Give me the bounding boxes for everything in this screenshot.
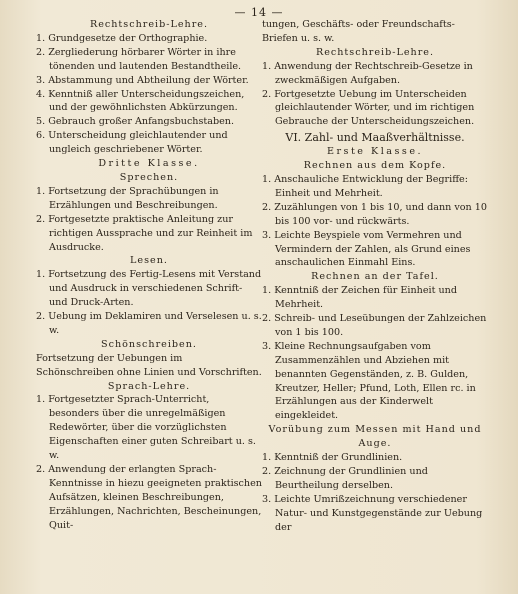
section-heading: Sprechen.: [119, 171, 179, 183]
section-heading: Rechnen an der Tafel.: [311, 271, 439, 283]
list-item: 3. Leichte Beyspiele vom Vermehren und Vermindern der Zahlen, als Grund eines anschaulichen Einmahl Eins.: [262, 229, 471, 269]
class-heading: Dritte Klasse.: [98, 158, 200, 170]
list-item: 1. Kenntniß der Zeichen für Einheit und Mehrheit.: [262, 285, 457, 311]
list-item: 2. Fortgesetzte praktische Anleitung zur richtigen Aussprache und zur Reinheit im Ausdrucke.: [36, 213, 253, 253]
list-item: 1. Kenntniß der Grundlinien.: [262, 452, 403, 464]
section-heading: Lesen.: [130, 255, 168, 267]
section-heading: Sprach-Lehre.: [107, 380, 191, 392]
class-heading: Erste Klasse.: [326, 146, 424, 158]
section-heading: Rechtschreib-Lehre.: [315, 46, 435, 58]
section-heading: Schönschreiben.: [101, 338, 197, 350]
paragraph: Fortsetzung der Uebungen im Schönschreiben ohne Linien und Vorschriften.: [36, 352, 262, 378]
list-item: 3. Abstammung und Abtheilung der Wörter.: [36, 74, 249, 86]
section-heading: Vorübung zum Messen mit Hand und Auge.: [268, 424, 482, 450]
list-item: 2. Zuzählungen von 1 bis 10, und dann von 10 bis 100 vor- und rückwärts.: [262, 201, 487, 227]
list-item: 2. Fortgesetzte Uebung im Unterscheiden gleichlautender Wörter, und im richtigen Gebrauche der Unterscheidungszeichen.: [262, 88, 475, 128]
list-item: 5. Gebrauch großer Anfangsbuchstaben.: [36, 116, 235, 128]
list-item: 1. Fortgesetzter Sprach-Unterricht, besonders über die unregelmäßigen Redewörter, über die vorzüglichsten Eigenschaften einer guten Schreibart u. s. w.: [36, 394, 256, 462]
section-heading: Rechtschreib-Lehre.: [89, 19, 209, 30]
right-column: [262, 18, 488, 535]
chapter-heading: VI. Zahl- und Maaßverhältnisse.: [285, 131, 465, 145]
list-item: 1. Fortsetzung des Fertig-Lesens mit Verstand und Ausdruck in verschiedenen Schrift- und Druck-Arten.: [36, 269, 262, 309]
list-item: 4. Kenntniß aller Unterscheidungszeichen, und der gewöhnlichsten Abkürzungen.: [36, 88, 245, 114]
list-item: 2. Zergliederung hörbarer Wörter in ihre tönenden und lautenden Bestandtheile.: [36, 46, 242, 72]
list-item: 3. Leichte Umrißzeichnung verschiedener Natur- und Kunstgegenstände zur Uebung der: [262, 493, 483, 533]
list-item: 1. Anschauliche Entwicklung der Begriffe: Einheit und Mehrheit.: [262, 173, 468, 199]
list-item: 1. Fortsetzung der Sprachübungen in Erzählungen und Beschreibungen.: [36, 185, 219, 211]
continued-text: tungen, Geschäfts- oder Freundschafts-Briefen u. s. w.: [262, 19, 455, 44]
left-column: [36, 18, 262, 533]
list-item: 3. Kleine Rechnungsaufgaben vom Zusammenzählen und Abziehen mit benannten Gegenständen, z. B. Gulden, Kreutzer, Heller; Pfund, Loth, Ellen rc. in Erzählungen aus der Kinderwelt eingekleidet.: [262, 340, 476, 422]
list-item: 6. Unterscheidung gleichlautender und ungleich geschriebener Wörter.: [36, 130, 228, 156]
list-item: 1. Anwendung der Rechtschreib-Gesetze in zweckmäßigen Aufgaben.: [262, 60, 473, 86]
section-heading: Rechnen aus dem Kopfe.: [303, 160, 447, 172]
list-item: 2. Schreib- und Leseübungen der Zahlzeichen von 1 bis 100.: [262, 313, 487, 338]
page-number: — 14 —: [234, 6, 284, 19]
list-item: 1. Grundgesetze der Orthographie.: [36, 32, 208, 44]
list-item: 2. Zeichnung der Grundlinien und Beurtheilung derselben.: [262, 466, 428, 491]
list-item: 2. Uebung im Deklamiren und Verselesen u. s. w.: [36, 311, 262, 336]
list-item: 2. Anwendung der erlangten Sprach-Kenntnisse in hiezu geeigneten praktischen Aufsätzen, kleinen Beschreibungen, Erzählungen, Nachrichten, Bescheinungen, Quit-: [36, 464, 262, 531]
